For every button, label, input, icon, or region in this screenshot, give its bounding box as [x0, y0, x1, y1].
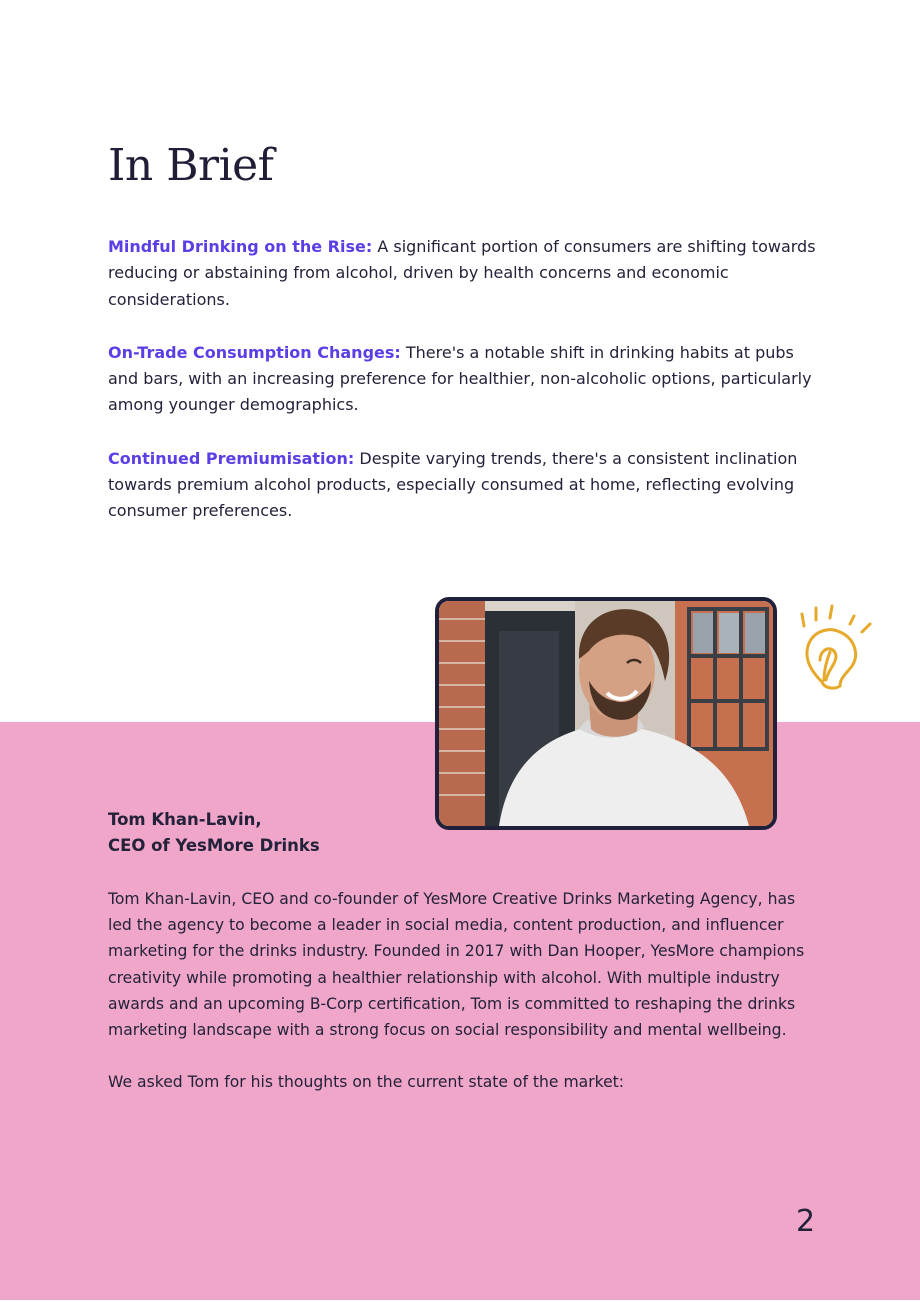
- profile-role: CEO of YesMore Drinks: [108, 836, 320, 855]
- brief-item-on-trade: [108, 340, 824, 419]
- portrait-photo: [435, 597, 777, 830]
- intro-paragraph: We asked Tom for his thoughts on the current state of the market:: [108, 1073, 625, 1092]
- brief-item-lead: Continued Premiumisation:: [108, 448, 355, 468]
- brief-item-mindful-drinking: [108, 234, 824, 313]
- page-title: In Brief: [108, 140, 274, 191]
- brief-item-text: Despite varying trends, there's a consistent inclination towards premium alcohol products, especially consumed at home, reflecting evolving consumer preferences.: [108, 448, 798, 521]
- brief-item-lead: Mindful Drinking on the Rise:: [108, 237, 373, 256]
- brief-list: [108, 234, 824, 552]
- page-number: 2: [796, 1204, 816, 1239]
- profile-name-line1: Tom Khan-Lavin,: [108, 810, 262, 829]
- brief-item-premiumisation: [108, 446, 824, 525]
- bio-paragraph: Tom Khan-Lavin, CEO and co-founder of YesMore Creative Drinks Marketing Agency, has led the agency to become a leader in social media, content production, and influencer marketing for the drinks industry. Founded in 2017 with Dan Hooper, YesMore champions creativity while promoting a healthier relationship with alcohol. With multiple industry awards and an upcoming B-Corp certification, Tom is committed to reshaping the drinks marketing landscape with a strong focus on social responsibility and mental wellbeing.: [108, 890, 805, 1040]
- brief-item-lead: On-Trade Consumption Changes:: [108, 342, 401, 362]
- brief-item-text: A significant portion of consumers are shifting towards reducing or abstaining from alcohol, driven by health concerns and economic considerations.: [108, 237, 816, 309]
- lightbulb-icon: [794, 604, 876, 694]
- brief-item-text: There's a notable shift in drinking habits at pubs and bars, with an increasing preference for healthier, non-alcoholic options, particularly among younger demographics.: [108, 342, 812, 415]
- profile-bio: [108, 886, 820, 1121]
- portrait-illustration: [439, 601, 773, 826]
- profile-name: [108, 807, 320, 859]
